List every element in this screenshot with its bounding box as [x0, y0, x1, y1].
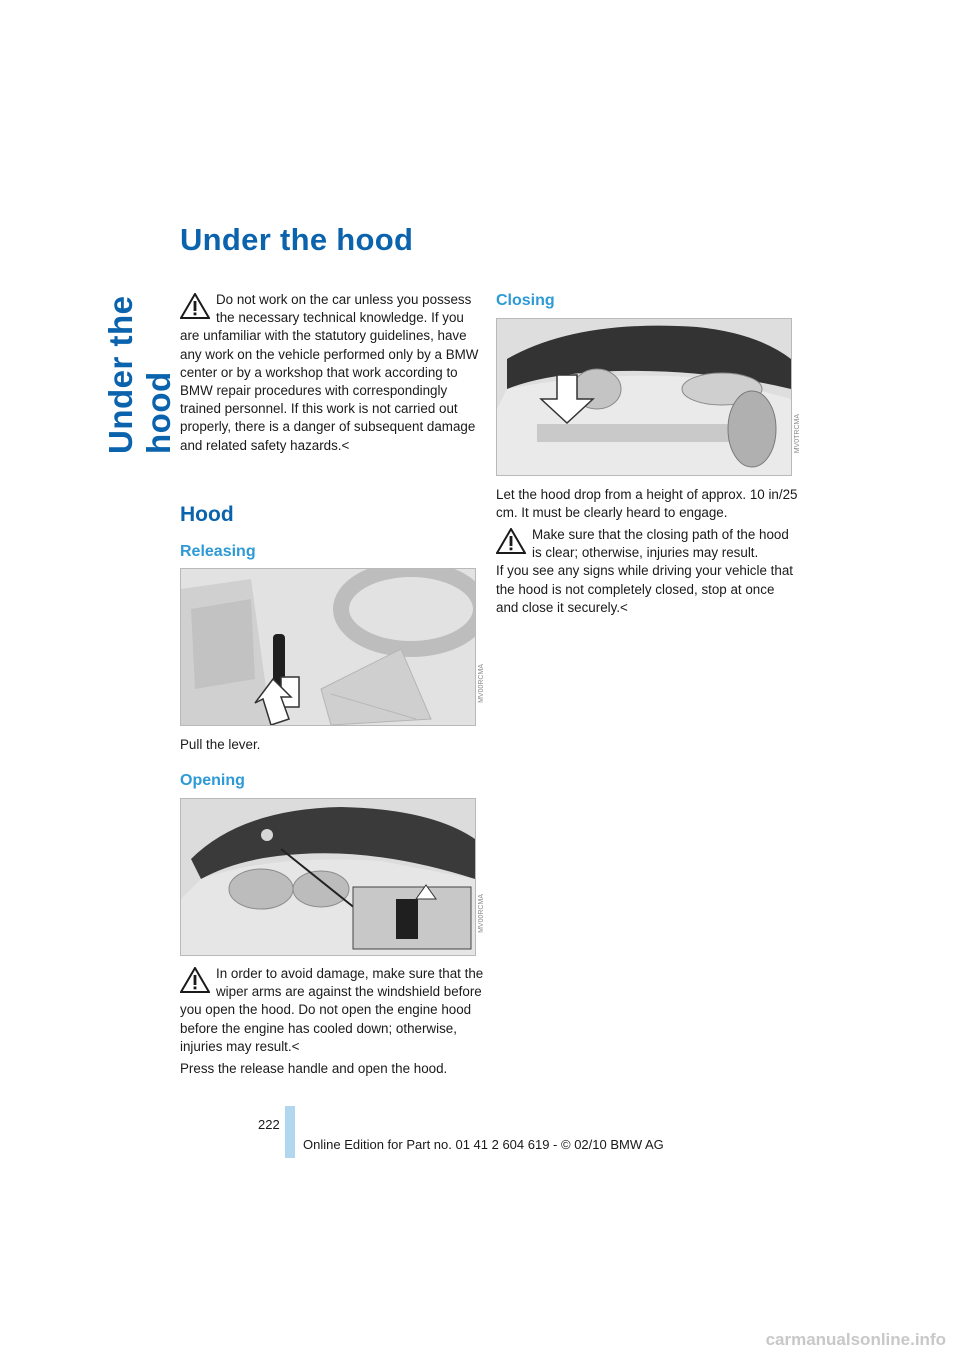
closing-heading: Closing	[496, 292, 555, 309]
hood-heading: Hood	[180, 503, 234, 526]
page-number: 222	[258, 1117, 280, 1132]
releasing-text: Pull the lever.	[180, 737, 261, 752]
warning-icon	[180, 293, 210, 319]
closing-figure	[496, 318, 792, 476]
opening-text: Press the release handle and open the hood.	[180, 1061, 448, 1076]
end-mark: <	[341, 437, 350, 453]
side-tab	[0, 0, 177, 1358]
opening-heading: Opening	[180, 772, 245, 789]
car-closing-illustration	[497, 319, 791, 475]
releasing-figure	[180, 568, 476, 726]
warning-icon	[180, 967, 210, 993]
side-tab-label: Under the hood	[102, 295, 177, 454]
intro-warning-text: Do not work on the car unless you possess the necessary technical knowledge. If you are unfamiliar with the statutory guidelines, have any work on the vehicle performed only by a BMW center or by a workshop that work according to BMW repair procedures with correspondingly trained personnel. If this work is not carried out properly, there is a danger of subsequent damage and related safety hazards.	[180, 292, 479, 453]
footer-bar	[285, 1106, 295, 1158]
intro-warning	[180, 291, 484, 455]
opening-figure-code: MV00RCMA	[478, 894, 485, 933]
closing-warning-cont: If you see any signs while driving your vehicle that the hood is not completely closed, stop at once and close it securely.	[496, 563, 793, 615]
lever-illustration	[181, 569, 475, 725]
closing-warning	[496, 526, 800, 617]
opening-warning-text: In order to avoid damage, make sure that the wiper arms are against the windshield before you open the hood. Do not open the engine hood before the engine has cooled down; otherwise, injuries may result.	[180, 966, 484, 1054]
watermark: carmanualsonline.info	[765, 1330, 946, 1349]
end-mark: <	[291, 1038, 300, 1054]
opening-figure	[180, 798, 476, 956]
releasing-heading: Releasing	[180, 543, 256, 560]
opening-warning	[180, 965, 484, 1056]
releasing-figure-code: MV00RCMA	[478, 664, 485, 703]
end-mark: <	[620, 599, 628, 615]
car-front-illustration	[181, 799, 475, 955]
page-title: Under the hood	[180, 222, 414, 257]
footer-text: Online Edition for Part no. 01 41 2 604 619 - © 02/10 BMW AG	[303, 1137, 664, 1152]
closing-warning-text: Make sure that the closing path of the hood is clear; otherwise, injuries may result.	[532, 527, 789, 561]
closing-figure-code: MV0TRCMA	[794, 414, 801, 454]
closing-text: Let the hood drop from a height of approx. 10 in/25 cm. It must be clearly heard to engage.	[496, 487, 798, 521]
warning-icon	[496, 528, 526, 554]
